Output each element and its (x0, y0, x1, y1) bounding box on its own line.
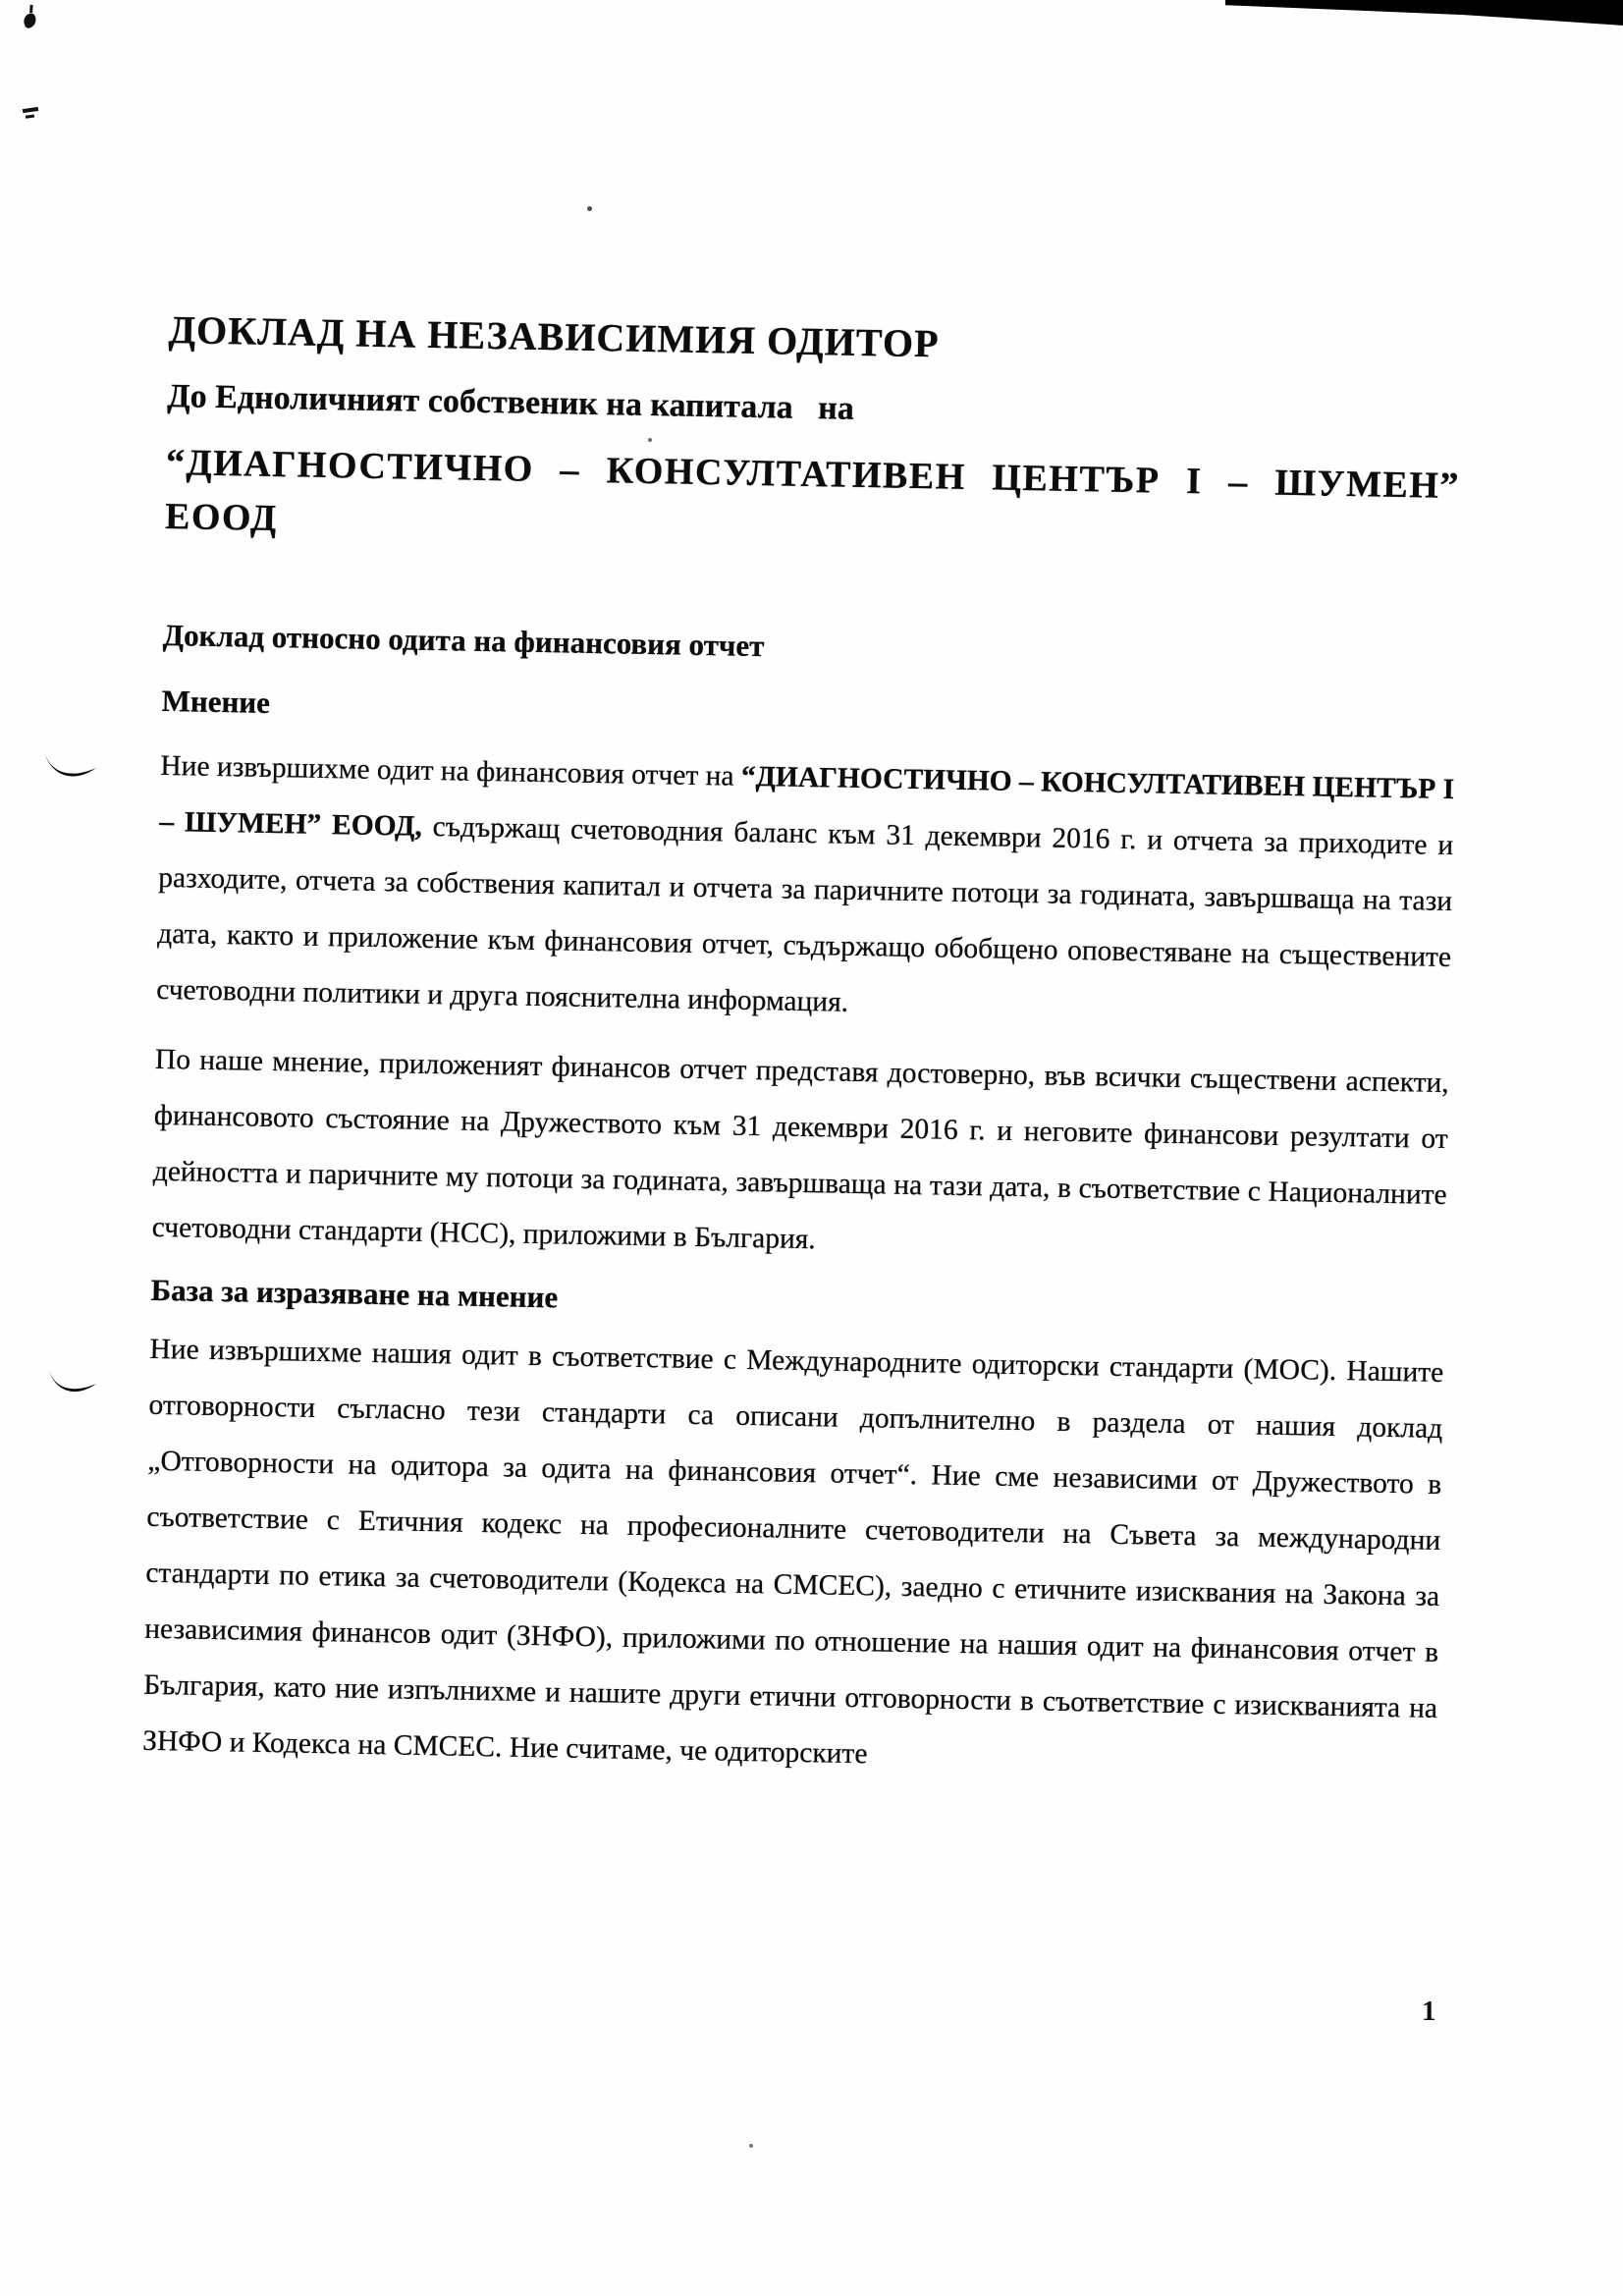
opinion-paragraph-2: По наше мнение, приложеният финансов отчет представя достоверно, във всички съществени аспекти, финансовото състояние на Дружеството към 31 декември 2016 г. и неговите финансови резултати от дейността и паричните му потоци за годината, завършваща на тази дата, в съответствие с Националните счетоводни стандарти (НСС), приложими в България. (151, 1043, 1450, 1256)
paragraph-text: съдържащ счетоводния баланс към 31 декември 2016 г. и отчета за приходите и разходите, отчета за собствения капитал и отчета за паричните потоци за годината, завършваща на тази дата, както и приложение към финансовия отчет, съдържащо обобщено оповестяване на съществените счетоводни политики и друга пояснителна информация. (155, 810, 1454, 1018)
opinion-heading: Мнение (161, 683, 271, 720)
ink-speck (587, 206, 592, 211)
section-heading: Доклад относно одита на финансовия отчет (162, 617, 765, 664)
ink-speck (23, 107, 38, 113)
page-number: 1 (1422, 1995, 1436, 2027)
company-name-inline: “ДИАГНОСТИЧНО – КОНСУЛТАТИВЕН ЦЕНТЪР I – ШУМЕН” ЕООД, (159, 760, 1455, 843)
scan-artifact-bar (1225, 0, 1623, 26)
basis-paragraph: Ние извършихме нашия одит в съответствие с Международните одиторски стандарти (МОС). Нашите отговорности съгласно тези стандарти са описани допълнително в раздела от нашия доклад „Отговорности на одитора за одита на финансовия отчет“. Ние сме независими от Дружеството в съответствие с Етичния кодекс на професионалните счетоводители на Съвета за международни стандарти по етика за счетоводители (Кодекса на СМСЕС), заедно с етичните изисквания на Закона за независимия финансов одит (ЗНФО), приложими по отношение на нашия одит на финансовия отчет в България, като ние изпълнихме и нашите други етични отговорности в съответствие с изискванията на ЗНФО и Кодекса на СМСЕС. Ние считаме, че одиторските (141, 1333, 1444, 1771)
report-title: ДОКЛАД НА НЕЗАВИСИМИЯ ОДИТОР (168, 306, 940, 366)
handwritten-mark (41, 748, 100, 786)
document-content (142, 306, 1463, 1793)
handwritten-mark (45, 1365, 100, 1400)
paragraph-text: Ние извършихме одит на финансовия отчет на (160, 749, 742, 793)
opinion-paragraph-1 (156, 738, 1455, 1042)
ink-speck (22, 12, 38, 28)
basis-heading: База за изразяване на мнение (150, 1272, 559, 1315)
addressee-line: До Едноличният собственик на капитала на (166, 377, 855, 427)
ink-speck (749, 2144, 753, 2148)
company-name: “ДИАГНОСТИЧНО – КОНСУЛТАТИВЕН ЦЕНТЪР I – ШУМЕН” ЕООД (164, 441, 1461, 540)
